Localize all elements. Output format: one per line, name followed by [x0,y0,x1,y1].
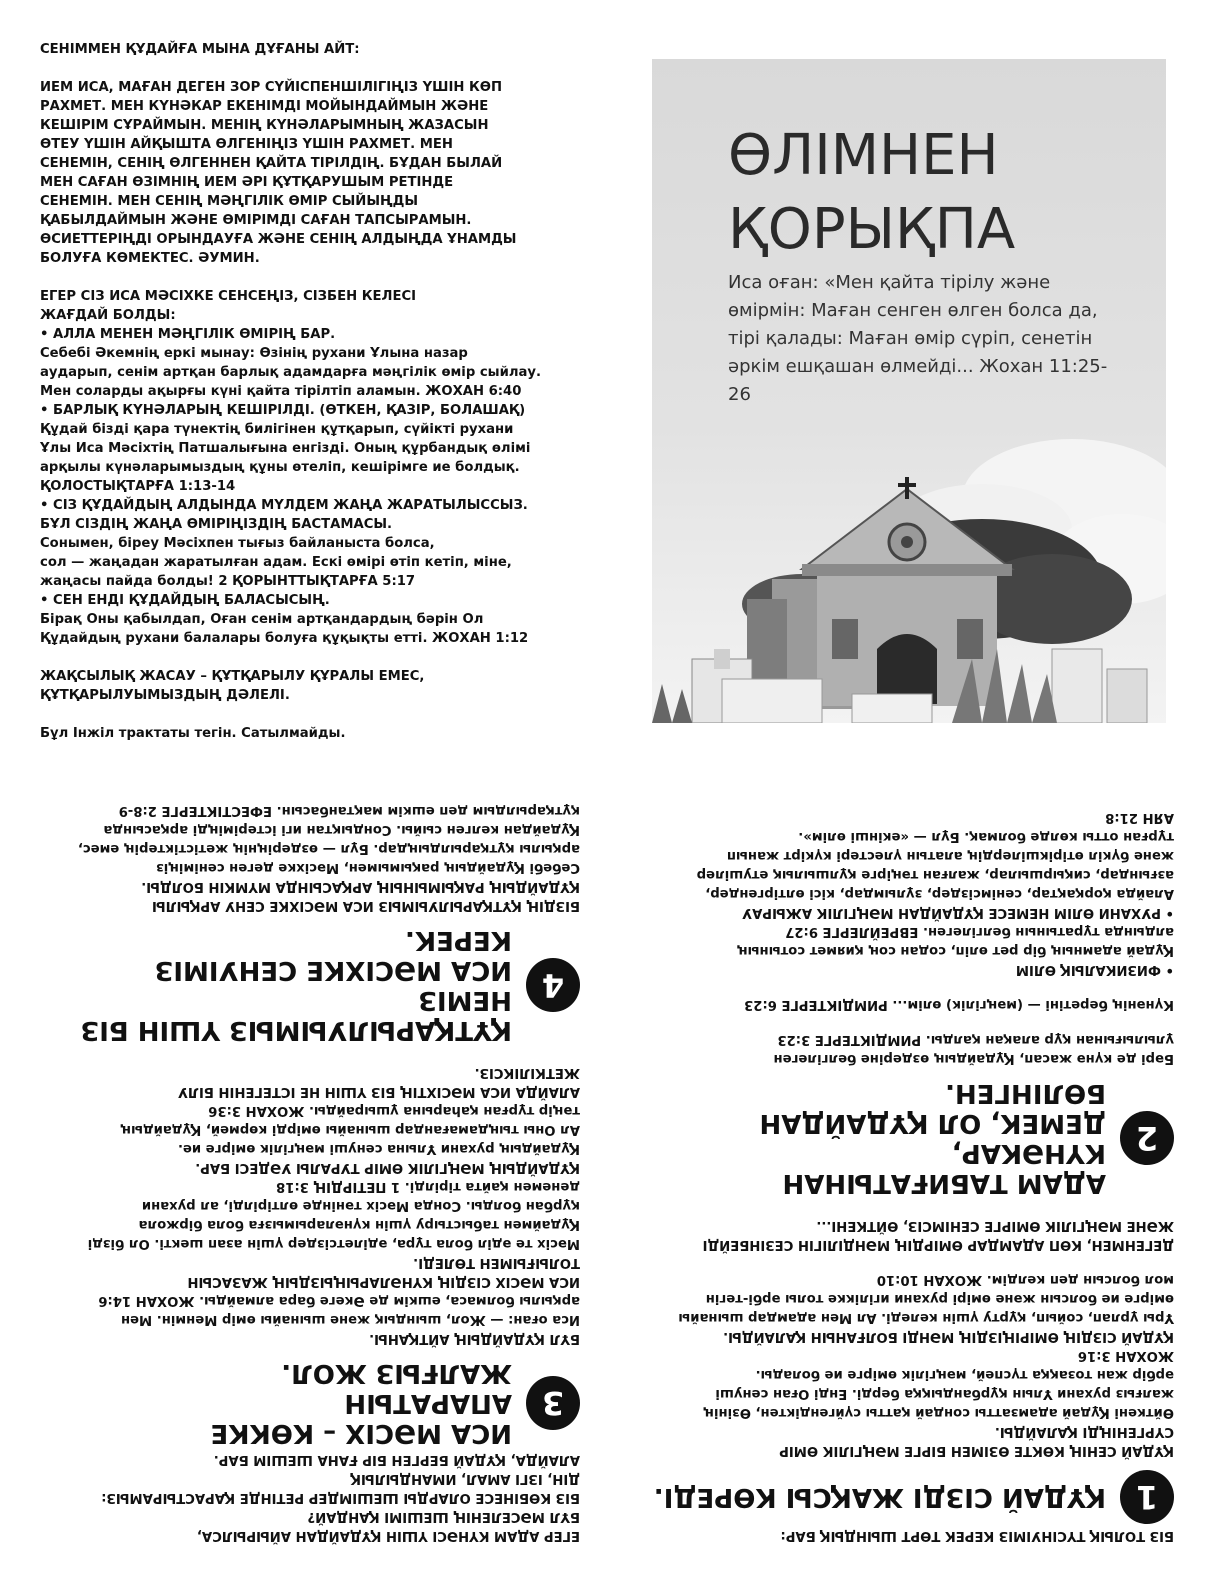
believe-line: ЖАҒДАЙ БОЛДЫ: [40,308,176,323]
body-line: тұрған отты көлде болмақ. Бұл — «екінші өлім». [798,829,1174,844]
section-title [40,925,512,1045]
believe-line: сол — жаңадан жаратылған адам. Ескі өмірі өтіп кетіп, міне, [40,555,512,570]
panel-truths-1-2 [632,810,1174,1545]
body-line: АЛАЙДА, ҚҰДАЙ БЕРГЕН БІР ҒАНА ШЕШІМ БАР. [213,1452,580,1467]
body-line: БІЗ КӨБІНЕСЕ ОЛАРДЫ ШЕШІМДЕР РЕТІНДЕ ҚАРАСТЫРАМЫЗ: [101,1490,580,1505]
cover-title-line: ҚОРЫҚПА [728,197,1016,262]
body-line: тәңір тұрған қаһарына ұшырайды. ЖОХАН 3:36 [208,1103,580,1118]
body-line: Ұры ұрлап, сойып, құрту үшін келеді. Ал Мен адамдар шынайы [678,1310,1174,1325]
prayer-line: СЕНЕМІН, СЕНІҢ ӨЛГЕННЕН ҚАЙТА ТІРІЛДІҢ. БҰДАН БЫЛАЙ [40,156,503,171]
section-number-badge: 1 [1120,1470,1174,1524]
body-line: Себебі Құдайдың рақымымен, Мәсіхке деген сеніміңіз [156,860,580,875]
body-line: Құдай адамның бір рет өліп, содан соң қиямет сотының [736,943,1174,958]
section-title-line: ЖАЛҒЫЗ ЖОЛ. [281,1358,512,1388]
body-line: БІЗДІҢ ҚҰТҚАРЫЛУЫМЫЗ ИСА МӘСІХКЕ СЕНУ АРҚЫЛЫ [151,898,580,913]
section-title-line: ДЕМЕК, ОЛ ҚҰДАЙДАН БӨЛІНГЕН. [759,1078,1106,1138]
body-line: БҰЛ МӘСЕЛЕНІҢ ШЕШІМІ ҚАНДАЙ? [307,1509,580,1524]
body-line: денемен қайта тірілді. 1 ПЕТІРДІҢ 3:18 [276,1179,580,1194]
cover-verse: Иса оған: «Мен қайта тірілу және өмірмін: Маған сенген өлген болса да, тірі қалады: Маған өмір сүріп, сенетін әркім ешқашан өлмейді... Жохан 11:25-26 [728,272,1108,405]
body-line: Құдайдың рухани Ұлына сенуші мәңгілік өмірге ие. [177,1141,580,1156]
believe-line: Құдай бізді қара түнектің билігінен құтқарып, сүйікті рухани [40,422,514,437]
section-title [632,1078,1106,1198]
believe-line: ЕГЕР СІЗ ИСА МӘСІХКЕ СЕНСЕҢІЗ, СІЗБЕН КЕЛЕСІ [40,289,417,304]
section-2-heading [632,1078,1174,1198]
section-title: ҚҰДАЙ СІЗДІ ЖАҚСЫ КӨРЕДІ. [653,1482,1106,1512]
body-line: өмірге ие болсын және өмірі рухани игілікке толы əрбі-тегін [705,1291,1174,1306]
body-line: арқылы құтқарылдыңдар. Бұл — өздеріңнің жетістіктерің емес, [77,841,580,856]
cover-title-line: ӨЛІМНЕН [728,123,999,188]
prayer-line: СЕНЕМІН. МЕН СЕНІҢ МӘҢГІЛІК ӨМІР СЫЙЫҢДЫ [40,194,419,209]
truths-intro: БІЗ ТОЛЫҚ ТҮСІНУІМІЗ КЕРЕК ТӨРТ ШЫНДЫҚ БАР: [780,1528,1174,1543]
body-line: АЯН 21:8 [1105,810,1174,825]
body-line: алдында тұратынын белгілеген. ЕВРЕЙЛЕРГЕ 9:27 [785,924,1174,939]
believe-line: • СІЗ ҚҰДАЙДЫҢ АЛДЫНДА МҮЛДЕМ ЖАҢА ЖАРАТЫЛЫССЫЗ. [40,498,528,513]
free-note: Бұл Інжіл трактаты тегін. Сатылмайды. [40,726,346,741]
section-title-line: ИСА МӘСІХ – КӨККЕ АПАРАТЫН [210,1388,512,1448]
prayer-line: ӨТЕУ ҮШІН АЙҚЫШТА ӨЛГЕНІҢІЗ ҮШІН РАХМЕТ. МЕН [40,137,453,152]
believe-line: Себебі Әкемнің еркі мынау: Өзінің рухани Ұлына назар [40,346,468,361]
body-line: құтқарылдым деп ешкім мақтанбасын. ЕФЕСТІКТЕРГЕ 2:8-9 [118,803,580,818]
body-line: ҚҰДАЙДЫҢ МӘҢГІЛІК ӨМІР ТУРАЛЫ УӘДЕСІ БАР. [195,1160,580,1175]
believe-line: Сонымен, біреу Мәсіхпен тығыз байланыста болса, [40,536,435,551]
proof-line: ЖАҚСЫЛЫҚ ЖАСАУ – ҚҰТҚАРЫЛУ ҚҰРАЛЫ ЕМЕС, [40,669,425,684]
believe-line: Құдайдың рухани балалары болуға құқықты етті. ЖОХАН 1:12 [40,631,529,646]
section-title-line: АДАМ ТАБИҒАТЫНАН КҮНӘКАР, [782,1138,1106,1198]
body-line: ЖЕТКІЛІКСІЗ. [474,1065,580,1080]
prayer-line: ИЕМ ИСА, МАҒАН ДЕГЕН ЗОР СҮЙІСПЕНШІЛІГІҢІЗ ҮШІН КӨП [40,80,503,95]
body-line: Ал Оны тыңдамағандар шынайы өмірді көрмей, Құдайдың [120,1122,580,1137]
prayer-line: БОЛУҒА КӨМЕКТЕС. ӘУМИН. [40,251,260,266]
body-line: Өйткені Құдай адамзатты сондай қатты сүйгендіктен, Өзінің [703,1405,1174,1420]
body-line: ЕГЕР АДАМ КҮНӘСІ ҮШІН ҚҰДАЙДАН АЙЫРЫЛСА, [196,1528,580,1543]
believe-line: арқылы күнәларымыздың құны өтеліп, кешірімге ие болдық. [40,460,520,475]
body-line: жалғыз рухани Ұлын құрбандыққа берді. Енді Оған сенуші [715,1386,1174,1401]
body-line: БҰЛ ҚҰДАЙДЫҢ АЙТҚАНЫ. [369,1331,580,1346]
body-line: Алайда қорқақтар, сенімсіздер, зұлымдар, кісі өлтіргендер, [705,886,1174,901]
section-number-badge: 4 [526,958,580,1012]
body-line: ДЕГЕНМЕН, КӨП АДАМДАР ӨМІРДІҢ МӘНДІЛІГІН СЕЗІНБЕЙДІ [702,1237,1174,1252]
prayer-line: МЕН САҒАН ӨЗІМНІҢ ИЕМ ӘРІ ҚҰТҚАРУШЫМ РЕТІНДЕ [40,175,454,190]
body-line: құрбан болды. Сонда Мәсіх тәнінде өлтірілді, ал рухани [141,1198,580,1213]
section-number-badge: 3 [526,1376,580,1430]
prayer-line: ҚАБЫЛДАЙМЫН ЖӘНЕ ӨМІРІМДІ САҒАН ТАПСЫРАМЫН. [40,213,472,228]
section-title-line: ҚҰТҚАРЫЛУЫМЫЗ ҮШІН БІЗ НЕМІЗ [80,985,512,1045]
body-line: ТОЛЫҒЫМЕН ТӨЛЕДІ. [413,1255,580,1270]
body-line: ҚҰДАЙ СЕНІҢ КӨКТЕ ӨЗІМЕН БІРГЕ МӘҢГІЛІК ӨМІР [779,1443,1174,1458]
body-line: ИСА МӘСІХ СІЗДІҢ КҮНӘЛАРЫҢЫЗДЫҢ ЖАЗАСЫН [187,1274,580,1289]
believe-line: • АЛЛА МЕНЕН МӘҢГІЛІК ӨМІРІҢ БАР. [40,327,336,342]
believe-line: Ұлы Иса Мәсіхтің Патшалығына енгізді. Оның құрбандық өлімі [40,441,531,456]
section-1-heading [632,1470,1174,1524]
body-line: АЛАЙДА ИСА МӘСІХТІҢ БІЗ ҮШІН НЕ ІСТЕГЕНІН БІЛУ [177,1084,580,1099]
proof-line: ҚҰТҚАРЫЛУЫМЫЗДЫҢ ДӘЛЕЛІ. [40,688,290,703]
believe-line: БҰЛ СІЗДІҢ ЖАҢА ӨМІРІҢІЗДІҢ БАСТАМАСЫ. [40,517,393,532]
cover-title [728,119,1148,267]
body-line: мол болсын деп келдім. ЖОХАН 10:10 [876,1272,1174,1287]
prayer-line: РАХМЕТ. МЕН КҮНӘКАР ЕКЕНІМДІ МОЙЫНДАЙМЫН ЖӘНЕ [40,99,489,114]
body-line: ЖӘНЕ МӘҢГІЛІК ӨМІРГЕ СЕНІМСІЗ, ӨЙТКЕНІ... [816,1218,1174,1233]
believe-line: жаңасы пайда болды! 2 ҚОРЫНТТЫҚТАРҒА 5:17 [40,574,416,589]
body-line: Құдайдан келген сыйы. Сондықтан игі істеріміңді арқасында [103,822,580,837]
believe-line: ҚОЛОСТЫҚТАРҒА 1:13-14 [40,479,236,494]
body-line: ДІН, ІЗГІ АМАЛ, ИМАНДЫЛЫҚ [350,1471,580,1486]
section-3-heading [40,1358,580,1448]
body-line: ҚҰДАЙ СІЗДІҢ ӨМІРІҢІЗДІҢ МӘНДІ БОЛҒАНЫН ҚАЛАЙДЫ. [723,1329,1174,1344]
section-number-badge: 2 [1120,1111,1174,1165]
cover-panel [652,59,1166,723]
body-line: Иса оған: — Жол, шындық және шынайы өмір Менмін. Мен [120,1312,580,1327]
believe-line: • БАРЛЫҚ КҮНӘЛАРЫҢ КЕШІРІЛДІ. (ӨТКЕН, ҚАЗІР, БОЛАШАҚ) [40,403,526,418]
prayer-line: ӨСИЕТТЕРІҢДІ ОРЫНДАУҒА ЖӘНЕ СЕНІҢ АЛДЫҢДА ҰНАМДЫ [40,232,517,247]
panel-truths-3-4 [40,803,580,1545]
prayer-heading: СЕНІММЕН ҚҰДАЙҒА МЫНА ДҰҒАНЫ АЙТ: [40,42,360,57]
body-line: арқылы болмаса, ешкім де Әкеге бара алмайды. ЖОХАН 14:6 [98,1293,580,1308]
body-line: ұлылығынан құр алақан қалды. РИМДІКТЕРГЕ 3:23 [777,1032,1174,1047]
believe-line: • СЕН ЕНДІ ҚҰДАЙДЫҢ БАЛАСЫСЫҢ. [40,593,330,608]
body-line: • ФИЗИКАЛЫҚ ӨЛІМ [1015,962,1174,977]
believe-line: Мен соларды ақырғы күні қайта тірілтіп аламын. ЖОХАН 6:40 [40,384,522,399]
believe-line: Бірақ Оны қабылдап, Оған сенім артқандардың бәрін Ол [40,612,484,627]
prayer-panel [40,40,600,743]
body-line: Күнәнің беретіні — (мәңгілік) өлім... РИМДІКТЕРГЕ 6:23 [744,997,1174,1012]
section-title [40,1358,512,1448]
body-line: Бәрі де күнә жасап, Құдайдың өздеріне белгілеген [773,1051,1174,1066]
body-line: Мәсіх те әділ бола тұра, әділетсіздер үшін азап шекті. Ол бізді [87,1236,580,1251]
prayer-line: КЕШІРІМ СҰРАЙМЫН. МЕНІҢ КҮНӘЛАРЫМНЫҢ ЖАЗАСЫН [40,118,489,133]
section-title-line: ИСА МӘСІХКЕ СЕНУІМІЗ КЕРЕК. [154,925,512,985]
body-line: әрбір жан тозаққа түспей, мәңгілік өмірге ие болады. [755,1367,1174,1382]
believe-line: аударып, сенім артқан барлық адамдарға мәңгілік өмір сыйлау. [40,365,542,380]
body-line: Құдаймен табыстыру үшін күнәларымызға бола біржола [138,1217,580,1232]
body-line: ЖОХАН 3:16 [1077,1348,1174,1363]
section-4-heading [40,925,580,1045]
body-line: СҮРГЕНІҢДІ ҚАЛАЙДЫ. [994,1424,1174,1439]
body-line: және бүкіл өтірікшілердің алатын үлестері күкірт жанып [726,848,1174,863]
body-line: азғындар, сиқыршылар, жалған тәңірге құлшылық етушілер [696,867,1174,882]
body-line: ҚҰДАЙДЫҢ РАҚЫМЫНЫҢ АРҚАСЫНДА МҮМКІН БОЛДЫ. [141,879,580,894]
body-line: • РУХАНИ ӨЛІМ НЕМЕСЕ ҚҰДАЙДАН МӘҢГІЛІК АЖЫРАУ [742,905,1174,920]
